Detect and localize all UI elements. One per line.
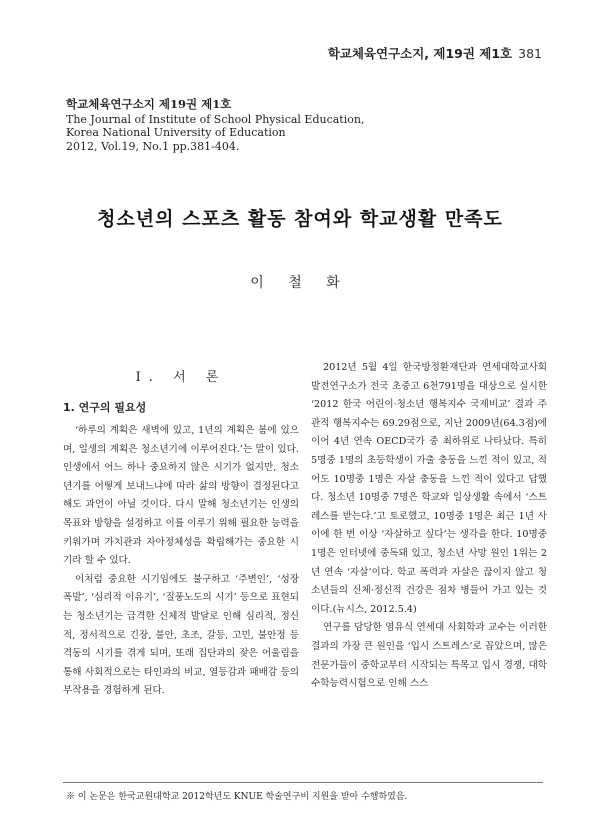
left-paragraph-2: 이처럼 중요한 시기임에도 불구하고 ‘주변인’, ‘성장 폭발’, ‘심리적 이유기’, ‘질풍노도의 시기’ 등으로 표현되는 청소년기는 급격한 신체적 발달로 인해 심리적, 정신적, 정서적으로 긴장, 불안, 초조, 갈등, 고민, 불안정 등 격동의 시기를 겪게 되며, 또래 집단과의 잦은 어울림을 통해 사회적으로는 타인과의 비교, 열등감과 패배감 등의 부작용을 경험하게 된다.	[63, 573, 299, 697]
running-header	[328, 44, 542, 62]
page-number: 381	[518, 46, 542, 61]
left-paragraph-1: ‘하루의 계획은 새벽에 있고, 1년의 계획은 봄에 있으며, 일생의 계획은 청소년기에 이루어진다.’는 말이 있다. 인생에서 어느 하나 중요하지 않은 시기가 없지만, 청소년기를 어떻게 보내느냐에 따라 삶의 방향이 결정된다고 해도 과언이 아닐 것이다. 다시 말해 청소년기는 인생의 목표와 방향을 설정하고 이를 이루기 위해 필요한 능력을 키워가며 가치관과 자아정체성을 확립해가는 중요한 시기라 할 수 있다.	[63, 425, 299, 567]
left-column	[63, 422, 299, 701]
subsection-heading: 1. 연구의 필요성	[63, 401, 147, 414]
journal-citation: 2012, Vol.19, No.1 pp.381-404.	[66, 139, 240, 153]
journal-info	[66, 98, 364, 153]
journal-english-line2: Korea National University of Education	[66, 126, 286, 140]
article-author: 이 철 화	[250, 275, 350, 291]
footnote-divider	[63, 782, 543, 783]
journal-english-line1: The Journal of Institute of School Physical Education,	[66, 112, 365, 126]
right-paragraph-2: 연구를 담당한 염유식 연세대 사회학과 교수는 이러한 결과의 가장 큰 원인을 ‘입시 스트레스’로 꼽았으며, 많은 전문가들이 중학교부터 시작되는 특목고 입시 경쟁, 대학 수학능력시험으로 인해 스스	[311, 622, 547, 690]
journal-korean: 학교체육연구소지 제19권 제1호	[66, 97, 232, 111]
footnote: ※ 이 논문은 한국교원대학교 2012학년도 KNUE 학술연구비 지원을 받아 수행하였음.	[66, 792, 408, 802]
right-column	[311, 359, 547, 694]
section-heading: I. 서 론	[135, 370, 227, 385]
right-paragraph-1: 2012년 5월 4일 한국방정환재단과 연세대학교사회발전연구소가 전국 초중고 6천791명을 대상으로 실시한 ‘2012 한국 어린이·청소년 행복지수 국제비교’ 결과 주관적 행복지수는 69.29점으로, 지난 2009년(64.3점)에 이어 4년 연속 OECD국가 중 최하위로 나타났다. 특히 5명중 1명의 초등학생이 가출 충동을 느낀 적이 있고, 적어도 10명중 1명은 자살 충동을 느낀 적이 있다고 답했다. 청소년 10명중 7명은 학교와 일상생활 속에서 ‘스트레스를 받는다.’고 토로했고, 10명중 1명은 최근 1년 사이에 한 번 이상 ‘자살하고 싶다’는 생각을 한다. 10명중 1명은 인터넷에 중독돼 있고, 청소년 사망 원인 1위는 2년 연속 ‘자살’이다. 학교 폭력과 자살은 끊이지 않고 청소년들의 신체·정신적 건강은 점차 병들어 가고 있는 것이다.(뉴시스, 2012.5.4)	[311, 362, 547, 615]
article-title: 청소년의 스포츠 활동 참여와 학교생활 만족도	[97, 208, 503, 230]
running-title: 학교체육연구소지, 제19권 제1호	[327, 46, 513, 61]
